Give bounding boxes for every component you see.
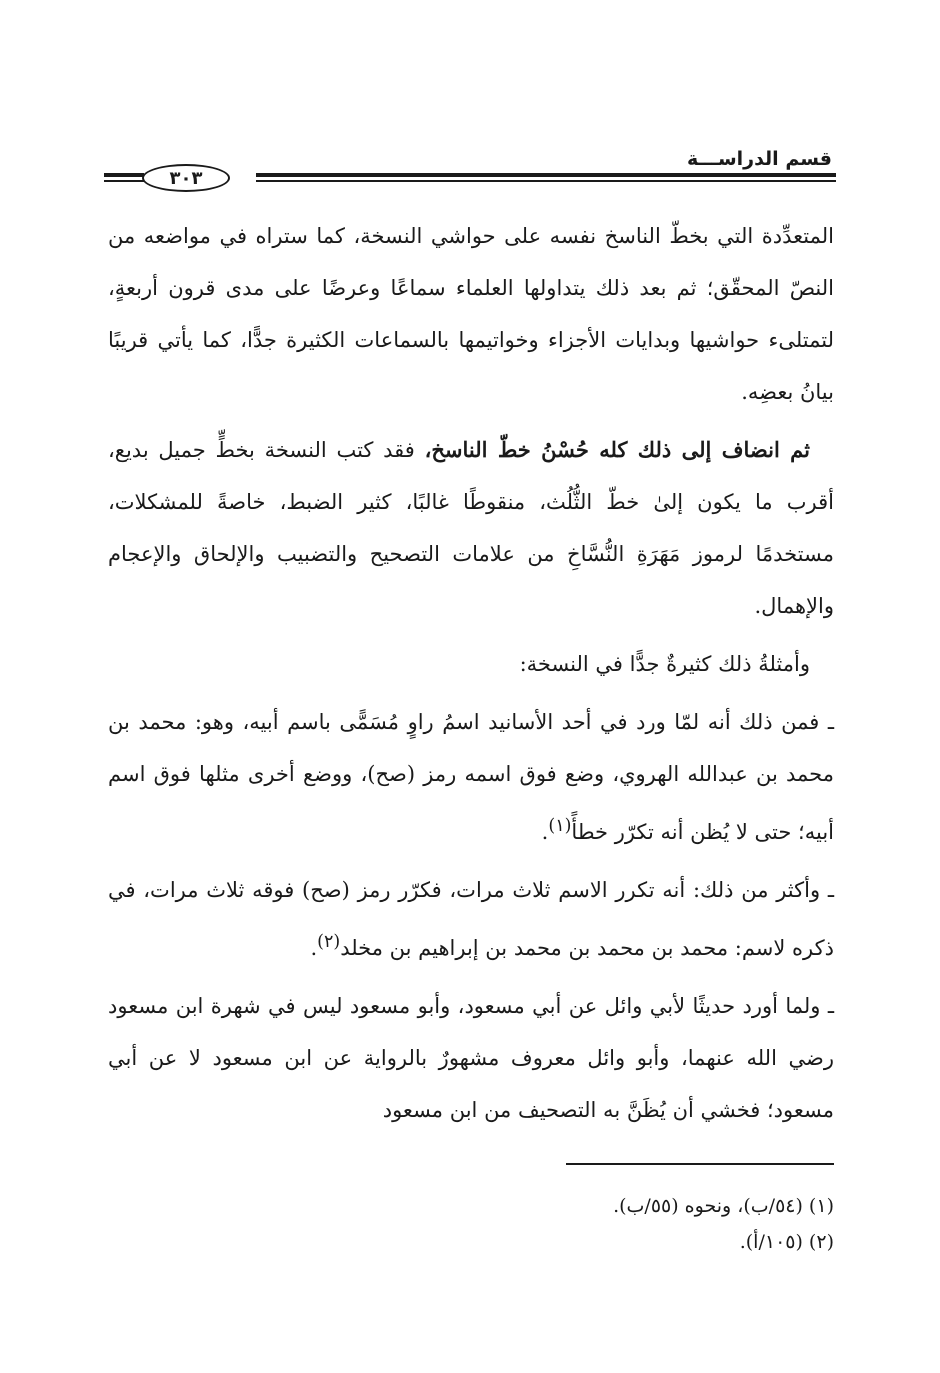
paragraph-1: المتعدِّدة التي بخطّ الناسخ نفسه على حواشي النسخة، كما ستراه في مواضعه من النصّ المحقّق؛ ثم بعد ذلك يتداولها العلماء سماعًا وعرضًا على مدى قرون أربعةٍ، لتمتلىء حواشيها وبدايات الأجزاء وخواتيمها بالسماعات الكثيرة جدًّا، كما يأتي قريبًا بيانُ بعضِه. [108,224,834,404]
paragraph-3: وأمثلةُ ذلك كثيرةٌ جدًّا في النسخة: [519,652,810,676]
footnotes [334,1188,834,1260]
header-rule-left-thin [104,180,144,182]
paragraph-4-end: . [541,820,549,844]
header-rule-thick [256,173,836,177]
paragraph-5 [108,864,834,974]
footnote-separator [566,1163,834,1165]
paragraph-2-bold: ثم انضاف إلى ذلك كله حُسْنُ خطّ الناسخ، [424,437,810,462]
page-number: ٣٠٣ [142,164,230,192]
header-rule-thin [256,180,836,182]
footnote-ref-1[interactable]: (١) [548,816,572,836]
paragraph-4-text: ـ فمن ذلك أنه لمّا ورد في أحد الأسانيد اسمُ راوٍ مُسَمًّى باسم أبيه، وهو: محمد بن محمد بن عبدالله الهروي، وضع فوق اسمه رمز (صح)، ووضع أخرى مثلها فوق اسم أبيه؛ حتى لا يُظن أنه تكرّر خطأً [108,710,834,844]
paragraph-5-text: ـ وأكثر من ذلك: أنه تكرر الاسم ثلاث مرات، فكرّر رمز (صح) فوقه ثلاث مرات، في ذكره لاسم: محمد بن محمد بن محمد بن إبراهيم بن مخلد [108,878,834,960]
footnote-1: (١) (٥٤/ب)، ونحوه (٥٥/ب). [613,1195,834,1217]
footnote-2: (٢) (١٠٥/أ). [739,1231,834,1253]
running-title: قسم الدراســـة [686,148,832,170]
footnote-ref-2[interactable]: (٢) [317,932,341,952]
body-text [108,210,834,1142]
paragraph-5-end: . [310,936,318,960]
paragraph-2 [108,424,834,632]
header-rule-left-thick [104,173,144,177]
paragraph-2-rest: فقد كتب النسخة بخطٍّ جميل بديع، أقرب ما يكون إلىٰ خطّ الثُّلُث، منقوطًا غالبًا، كثير الضبط، خاصةً للمشكلات، مستخدمًا لرموز مَهَرَةِ النُّسَّاخِ من علامات التصحيح والتضبيب والإلحاق والإعجام والإهمال. [108,438,834,618]
paragraph-6: ـ ولما أورد حديثًا لأبي وائل عن أبي مسعود، وأبو مسعود ليس في شهرة ابن مسعود رضي الله عنهما، وأبو وائل معروف مشهورٌ بالرواية عن ابن مسعود لا عن أبي مسعود؛ فخشي أن يُظَنَّ به التصحيف من ابن مسعود [108,994,834,1122]
paragraph-4 [108,696,834,858]
